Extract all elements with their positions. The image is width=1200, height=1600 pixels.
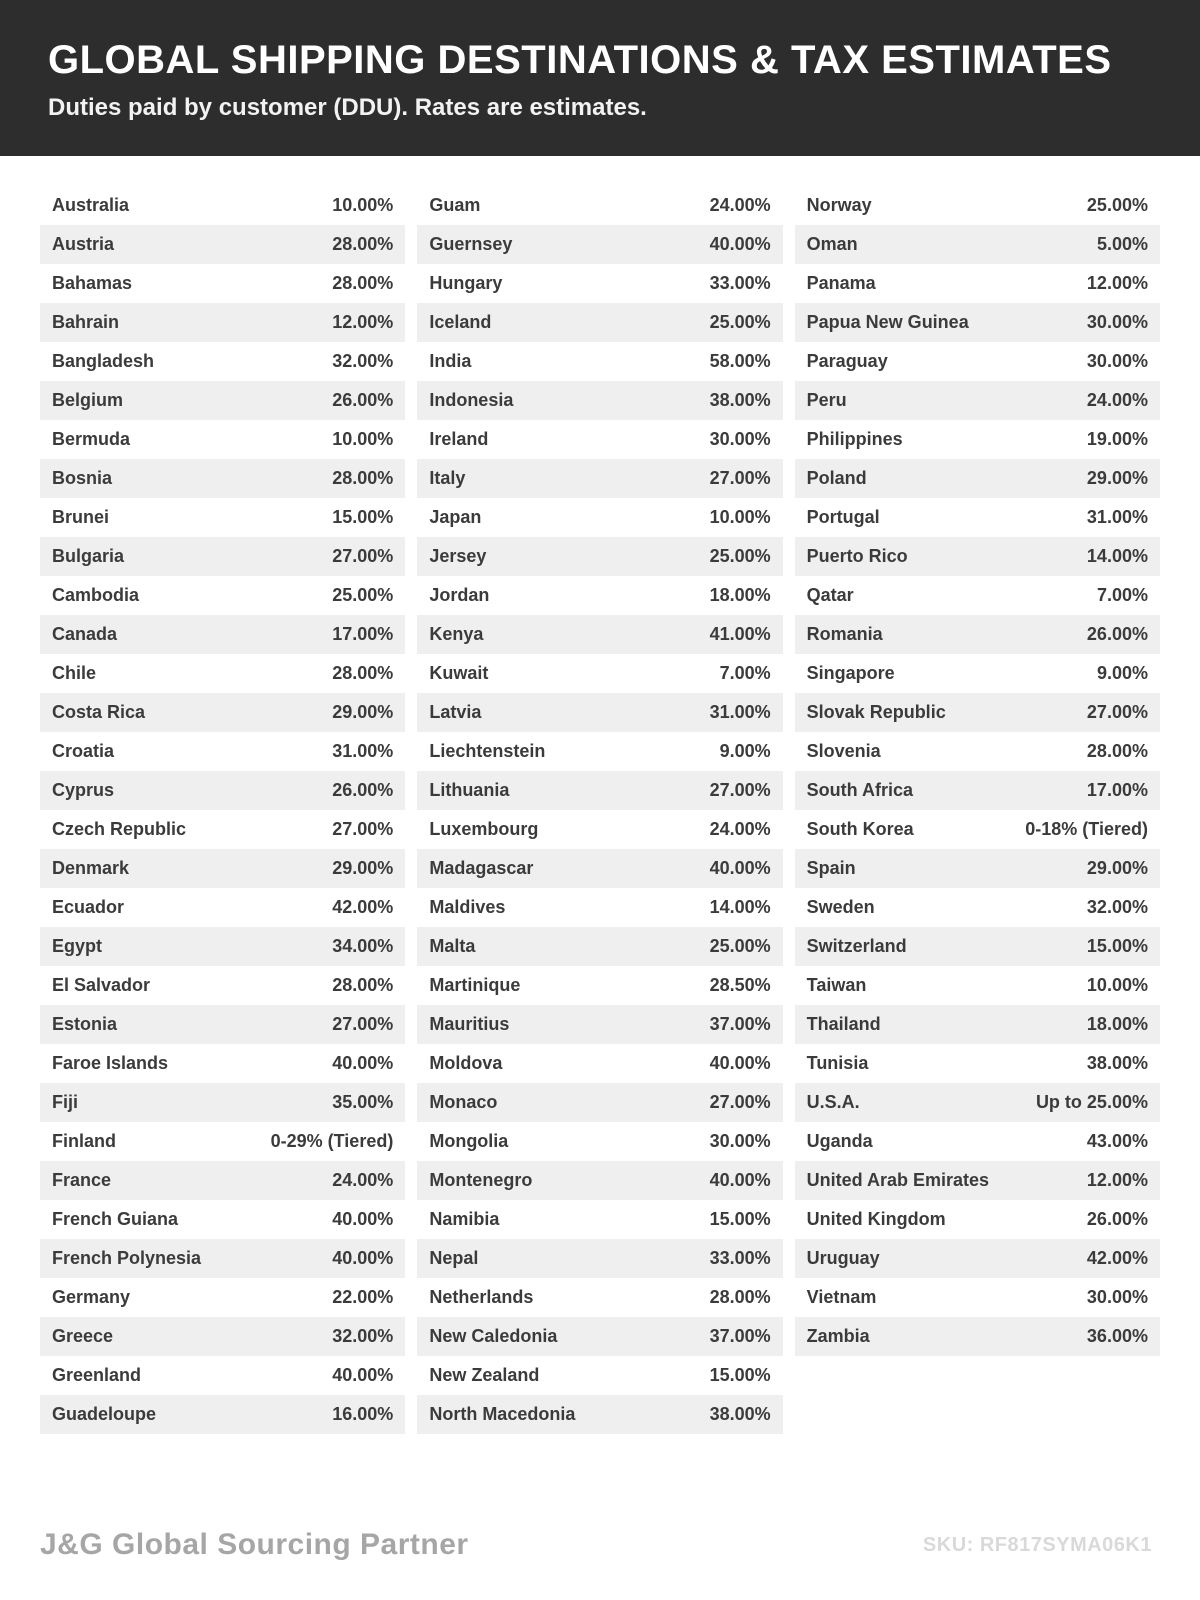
country-name: New Zealand (429, 1365, 540, 1385)
country-name: Slovenia (806, 741, 881, 761)
table-row (795, 1200, 1160, 1239)
country-name: Switzerland (806, 936, 907, 956)
tax-rate: 30.00% (709, 429, 771, 449)
table-row (417, 771, 782, 810)
table-row (40, 381, 405, 420)
tax-rate: 15.00% (709, 1209, 771, 1229)
country-name: United Arab Emirates (806, 1170, 990, 1190)
tax-rate: 38.00% (709, 1404, 771, 1424)
country-name: Denmark (52, 858, 130, 878)
tax-rate: 27.00% (709, 1092, 771, 1112)
tax-rate: 29.00% (1086, 468, 1148, 488)
tax-rate: 25.00% (709, 546, 771, 566)
country-name: Guam (429, 195, 481, 215)
table-row (417, 1083, 782, 1122)
table-row (417, 654, 782, 693)
table-row (417, 264, 782, 303)
tax-rate: 26.00% (332, 780, 394, 800)
country-name: Italy (429, 468, 466, 488)
table-row (40, 186, 405, 225)
country-name: Egypt (52, 936, 103, 956)
country-name: Greenland (52, 1365, 142, 1385)
table-row (795, 966, 1160, 1005)
country-name: Guernsey (429, 234, 513, 254)
table-row (417, 576, 782, 615)
country-name: Portugal (806, 507, 880, 527)
tax-rate: 9.00% (1096, 663, 1148, 683)
tax-rate: 17.00% (332, 624, 394, 644)
tax-rate: 32.00% (332, 1326, 394, 1346)
rates-column-3 (795, 186, 1160, 1356)
country-name: Sweden (806, 897, 875, 917)
table-row (795, 1161, 1160, 1200)
table-row (795, 420, 1160, 459)
tax-rate: 36.00% (1086, 1326, 1148, 1346)
table-row (417, 615, 782, 654)
tax-rate: 40.00% (332, 1365, 394, 1385)
table-row (417, 459, 782, 498)
country-name: Zambia (806, 1326, 870, 1346)
table-row (417, 1356, 782, 1395)
country-name: Thailand (806, 1014, 881, 1034)
tax-rate: 38.00% (1086, 1053, 1148, 1073)
tax-rate: 28.50% (709, 975, 771, 995)
country-name: Norway (806, 195, 872, 215)
table-row (795, 459, 1160, 498)
tax-rate: 27.00% (709, 780, 771, 800)
table-row (417, 225, 782, 264)
country-name: Uruguay (806, 1248, 880, 1268)
tax-rate: 27.00% (332, 1014, 394, 1034)
table-row (417, 342, 782, 381)
tax-rate: 29.00% (1086, 858, 1148, 878)
country-name: Slovak Republic (806, 702, 946, 722)
table-row (795, 1239, 1160, 1278)
country-name: South Africa (806, 780, 913, 800)
table-row (795, 849, 1160, 888)
table-row (795, 303, 1160, 342)
tax-rate: 12.00% (1086, 273, 1148, 293)
tax-rate: 30.00% (1086, 1287, 1148, 1307)
table-row (795, 1044, 1160, 1083)
table-row (417, 1239, 782, 1278)
tax-rate: 41.00% (709, 624, 771, 644)
country-name: Bahrain (52, 312, 120, 332)
rates-table (0, 156, 1200, 1434)
tax-rate: 10.00% (1086, 975, 1148, 995)
table-row (417, 849, 782, 888)
tax-rate: 40.00% (709, 858, 771, 878)
table-row (795, 615, 1160, 654)
sku-label: SKU: RF817SYMA06K1 (922, 1533, 1152, 1556)
tax-rate: 29.00% (332, 702, 394, 722)
table-row (40, 342, 405, 381)
country-name: Peru (806, 390, 847, 410)
tax-rate: 31.00% (709, 702, 771, 722)
country-name: Canada (52, 624, 118, 644)
tax-rate: 28.00% (332, 234, 394, 254)
country-name: Bangladesh (52, 351, 155, 371)
table-row (795, 1083, 1160, 1122)
country-name: Nepal (429, 1248, 479, 1268)
tax-rate: 38.00% (709, 390, 771, 410)
tax-rate: 24.00% (332, 1170, 394, 1190)
table-row (417, 420, 782, 459)
country-name: Bosnia (52, 468, 113, 488)
country-name: Liechtenstein (429, 741, 546, 761)
country-name: Ireland (429, 429, 489, 449)
tax-rate: 28.00% (332, 663, 394, 683)
country-name: New Caledonia (429, 1326, 558, 1346)
table-row (40, 732, 405, 771)
table-row (795, 1317, 1160, 1356)
page-header (0, 0, 1200, 156)
table-row (40, 1356, 405, 1395)
country-name: Kuwait (429, 663, 489, 683)
tax-rate: 17.00% (1086, 780, 1148, 800)
tax-rate: 27.00% (332, 819, 394, 839)
country-name: Poland (806, 468, 867, 488)
table-row (417, 1278, 782, 1317)
tax-rate: 24.00% (1086, 390, 1148, 410)
tax-rate: 7.00% (719, 663, 771, 683)
country-name: Panama (806, 273, 876, 293)
table-row (417, 1395, 782, 1434)
tax-rate: 34.00% (332, 936, 394, 956)
table-row (40, 1278, 405, 1317)
tax-rate: 58.00% (709, 351, 771, 371)
table-row (40, 654, 405, 693)
table-row (417, 927, 782, 966)
country-name: Malta (429, 936, 476, 956)
tax-rate: 15.00% (332, 507, 394, 527)
tax-rate: 24.00% (709, 195, 771, 215)
table-row (40, 810, 405, 849)
country-name: France (52, 1170, 112, 1190)
country-name: Jordan (429, 585, 490, 605)
country-name: Greece (52, 1326, 114, 1346)
country-name: Bermuda (52, 429, 131, 449)
table-row (795, 810, 1160, 849)
country-name: Hungary (429, 273, 503, 293)
tax-rate: 30.00% (709, 1131, 771, 1151)
country-name: Guadeloupe (52, 1404, 157, 1424)
tax-rate: 27.00% (1086, 702, 1148, 722)
country-name: Iceland (429, 312, 492, 332)
table-row (40, 225, 405, 264)
tax-rate: 0-18% (Tiered) (1025, 819, 1148, 839)
country-name: North Macedonia (429, 1404, 576, 1424)
country-name: Papua New Guinea (806, 312, 969, 332)
country-name: Spain (806, 858, 856, 878)
tax-rate: 12.00% (1086, 1170, 1148, 1190)
table-row (795, 264, 1160, 303)
country-name: India (429, 351, 472, 371)
tax-rate: 16.00% (332, 1404, 394, 1424)
table-row (417, 537, 782, 576)
tax-rate: 22.00% (332, 1287, 394, 1307)
table-row (795, 576, 1160, 615)
tax-rate: 24.00% (709, 819, 771, 839)
tax-rate: 30.00% (1086, 351, 1148, 371)
country-name: Faroe Islands (52, 1053, 169, 1073)
table-row (40, 576, 405, 615)
country-name: United Kingdom (806, 1209, 946, 1229)
country-name: Namibia (429, 1209, 500, 1229)
tax-rate: 43.00% (1086, 1131, 1148, 1151)
country-name: Maldives (429, 897, 506, 917)
page-title: GLOBAL SHIPPING DESTINATIONS & TAX ESTIMATES (48, 38, 1112, 82)
table-row (40, 537, 405, 576)
table-row (417, 1200, 782, 1239)
page-footer (0, 1510, 1200, 1600)
tax-rate: 18.00% (709, 585, 771, 605)
country-name: Finland (52, 1131, 116, 1151)
tax-rate: 28.00% (332, 468, 394, 488)
table-row (417, 186, 782, 225)
country-name: Japan (429, 507, 482, 527)
tax-rate: 18.00% (1086, 1014, 1148, 1034)
country-name: Moldova (429, 1053, 503, 1073)
table-row (795, 186, 1160, 225)
tax-rate: 32.00% (1086, 897, 1148, 917)
country-name: Singapore (806, 663, 895, 683)
tax-rate: 10.00% (332, 195, 394, 215)
table-row (795, 771, 1160, 810)
table-row (40, 693, 405, 732)
table-row (795, 225, 1160, 264)
country-name: Montenegro (429, 1170, 533, 1190)
country-name: Uganda (806, 1131, 873, 1151)
table-row (40, 459, 405, 498)
tax-rate: 31.00% (332, 741, 394, 761)
table-row (795, 381, 1160, 420)
country-name: Mauritius (429, 1014, 510, 1034)
brand-label: J&G Global Sourcing Partner (40, 1528, 469, 1561)
table-row (795, 342, 1160, 381)
table-row (795, 693, 1160, 732)
country-name: U.S.A. (806, 1092, 860, 1112)
table-row (40, 927, 405, 966)
table-row (40, 771, 405, 810)
tax-rate: 40.00% (332, 1209, 394, 1229)
country-name: El Salvador (52, 975, 151, 995)
tax-rate: 28.00% (1086, 741, 1148, 761)
table-row (40, 1083, 405, 1122)
table-row (417, 693, 782, 732)
tax-rate: 25.00% (709, 936, 771, 956)
tax-rate: 40.00% (709, 234, 771, 254)
country-name: Philippines (806, 429, 903, 449)
country-name: Oman (806, 234, 858, 254)
tax-rate: 42.00% (332, 897, 394, 917)
table-row (40, 264, 405, 303)
table-row (417, 381, 782, 420)
table-row (40, 420, 405, 459)
country-name: Paraguay (806, 351, 888, 371)
country-name: Latvia (429, 702, 482, 722)
tax-rate: 28.00% (332, 273, 394, 293)
country-name: Belgium (52, 390, 124, 410)
country-name: Kenya (429, 624, 484, 644)
country-name: Qatar (806, 585, 854, 605)
table-row (417, 1044, 782, 1083)
country-name: Germany (52, 1287, 131, 1307)
tax-rate: 40.00% (709, 1170, 771, 1190)
tax-rate: 9.00% (719, 741, 771, 761)
table-row (795, 537, 1160, 576)
country-name: Romania (806, 624, 883, 644)
country-name: Bahamas (52, 273, 133, 293)
tax-rate: 40.00% (332, 1053, 394, 1073)
country-name: Indonesia (429, 390, 514, 410)
tax-rate: 30.00% (1086, 312, 1148, 332)
table-row (795, 732, 1160, 771)
table-row (417, 498, 782, 537)
table-row (40, 1395, 405, 1434)
table-row (417, 1122, 782, 1161)
table-row (40, 888, 405, 927)
table-row (40, 1005, 405, 1044)
table-row (40, 966, 405, 1005)
tax-rate: 14.00% (1086, 546, 1148, 566)
tax-rate: 25.00% (1086, 195, 1148, 215)
table-row (40, 849, 405, 888)
table-row (417, 303, 782, 342)
tax-rate: 33.00% (709, 1248, 771, 1268)
country-name: Luxembourg (429, 819, 539, 839)
country-name: Australia (52, 195, 130, 215)
tax-rate: 33.00% (709, 273, 771, 293)
table-row (795, 1278, 1160, 1317)
country-name: Cambodia (52, 585, 140, 605)
tax-rate: 26.00% (332, 390, 394, 410)
table-row (40, 1161, 405, 1200)
tax-rate: 40.00% (709, 1053, 771, 1073)
table-row (795, 1122, 1160, 1161)
table-row (40, 1044, 405, 1083)
country-name: Monaco (429, 1092, 498, 1112)
tax-rate: 10.00% (709, 507, 771, 527)
tax-rate: 35.00% (332, 1092, 394, 1112)
tax-rate: 10.00% (332, 429, 394, 449)
country-name: Fiji (52, 1092, 78, 1112)
country-name: French Guiana (52, 1209, 179, 1229)
table-row (417, 1317, 782, 1356)
tax-rate: 40.00% (332, 1248, 394, 1268)
tax-rate: 27.00% (709, 468, 771, 488)
table-row (795, 888, 1160, 927)
country-name: Madagascar (429, 858, 534, 878)
tax-rate: 14.00% (709, 897, 771, 917)
tax-rate: 37.00% (709, 1326, 771, 1346)
country-name: Costa Rica (52, 702, 146, 722)
tax-rate: 29.00% (332, 858, 394, 878)
tax-rate: 32.00% (332, 351, 394, 371)
country-name: Bulgaria (52, 546, 125, 566)
country-name: Chile (52, 663, 97, 683)
table-row (417, 1005, 782, 1044)
tax-rate: 27.00% (332, 546, 394, 566)
tax-rate: 15.00% (1086, 936, 1148, 956)
tax-rate: 19.00% (1086, 429, 1148, 449)
country-name: Estonia (52, 1014, 118, 1034)
country-name: Czech Republic (52, 819, 187, 839)
tax-rate: 26.00% (1086, 1209, 1148, 1229)
country-name: Brunei (52, 507, 110, 527)
table-row (417, 732, 782, 771)
table-row (417, 1161, 782, 1200)
table-row (40, 1239, 405, 1278)
country-name: Mongolia (429, 1131, 509, 1151)
country-name: Croatia (52, 741, 115, 761)
table-row (795, 498, 1160, 537)
tax-rate: 0-29% (Tiered) (270, 1131, 394, 1151)
country-name: Tunisia (806, 1053, 869, 1073)
table-row (40, 1317, 405, 1356)
country-name: Jersey (429, 546, 487, 566)
tax-rate: Up to 25.00% (1035, 1092, 1148, 1112)
tax-rate: 5.00% (1096, 234, 1148, 254)
table-row (795, 1005, 1160, 1044)
table-row (417, 888, 782, 927)
table-row (795, 927, 1160, 966)
tax-rate: 31.00% (1086, 507, 1148, 527)
rates-column-2 (417, 186, 782, 1434)
rates-column-1 (40, 186, 405, 1434)
table-row (40, 303, 405, 342)
table-row (417, 810, 782, 849)
country-name: Lithuania (429, 780, 510, 800)
country-name: Vietnam (806, 1287, 877, 1307)
tax-rate: 7.00% (1096, 585, 1148, 605)
table-row (795, 654, 1160, 693)
table-row (40, 498, 405, 537)
tax-rate: 15.00% (709, 1365, 771, 1385)
tax-rate: 12.00% (332, 312, 394, 332)
country-name: Martinique (429, 975, 521, 995)
country-name: Cyprus (52, 780, 115, 800)
page-subtitle: Duties paid by customer (DDU). Rates are estimates. (48, 94, 647, 121)
tax-rate: 26.00% (1086, 624, 1148, 644)
table-row (40, 1200, 405, 1239)
tax-rate: 28.00% (332, 975, 394, 995)
table-row (40, 1122, 405, 1161)
tax-rate: 28.00% (709, 1287, 771, 1307)
country-name: French Polynesia (52, 1248, 202, 1268)
country-name: South Korea (806, 819, 914, 839)
country-name: Netherlands (429, 1287, 534, 1307)
country-name: Taiwan (806, 975, 867, 995)
tax-rate: 37.00% (709, 1014, 771, 1034)
country-name: Puerto Rico (806, 546, 908, 566)
table-row (40, 615, 405, 654)
tax-rate: 25.00% (332, 585, 394, 605)
country-name: Austria (52, 234, 115, 254)
table-row (417, 966, 782, 1005)
country-name: Ecuador (52, 897, 125, 917)
tax-rate: 42.00% (1086, 1248, 1148, 1268)
tax-rate: 25.00% (709, 312, 771, 332)
